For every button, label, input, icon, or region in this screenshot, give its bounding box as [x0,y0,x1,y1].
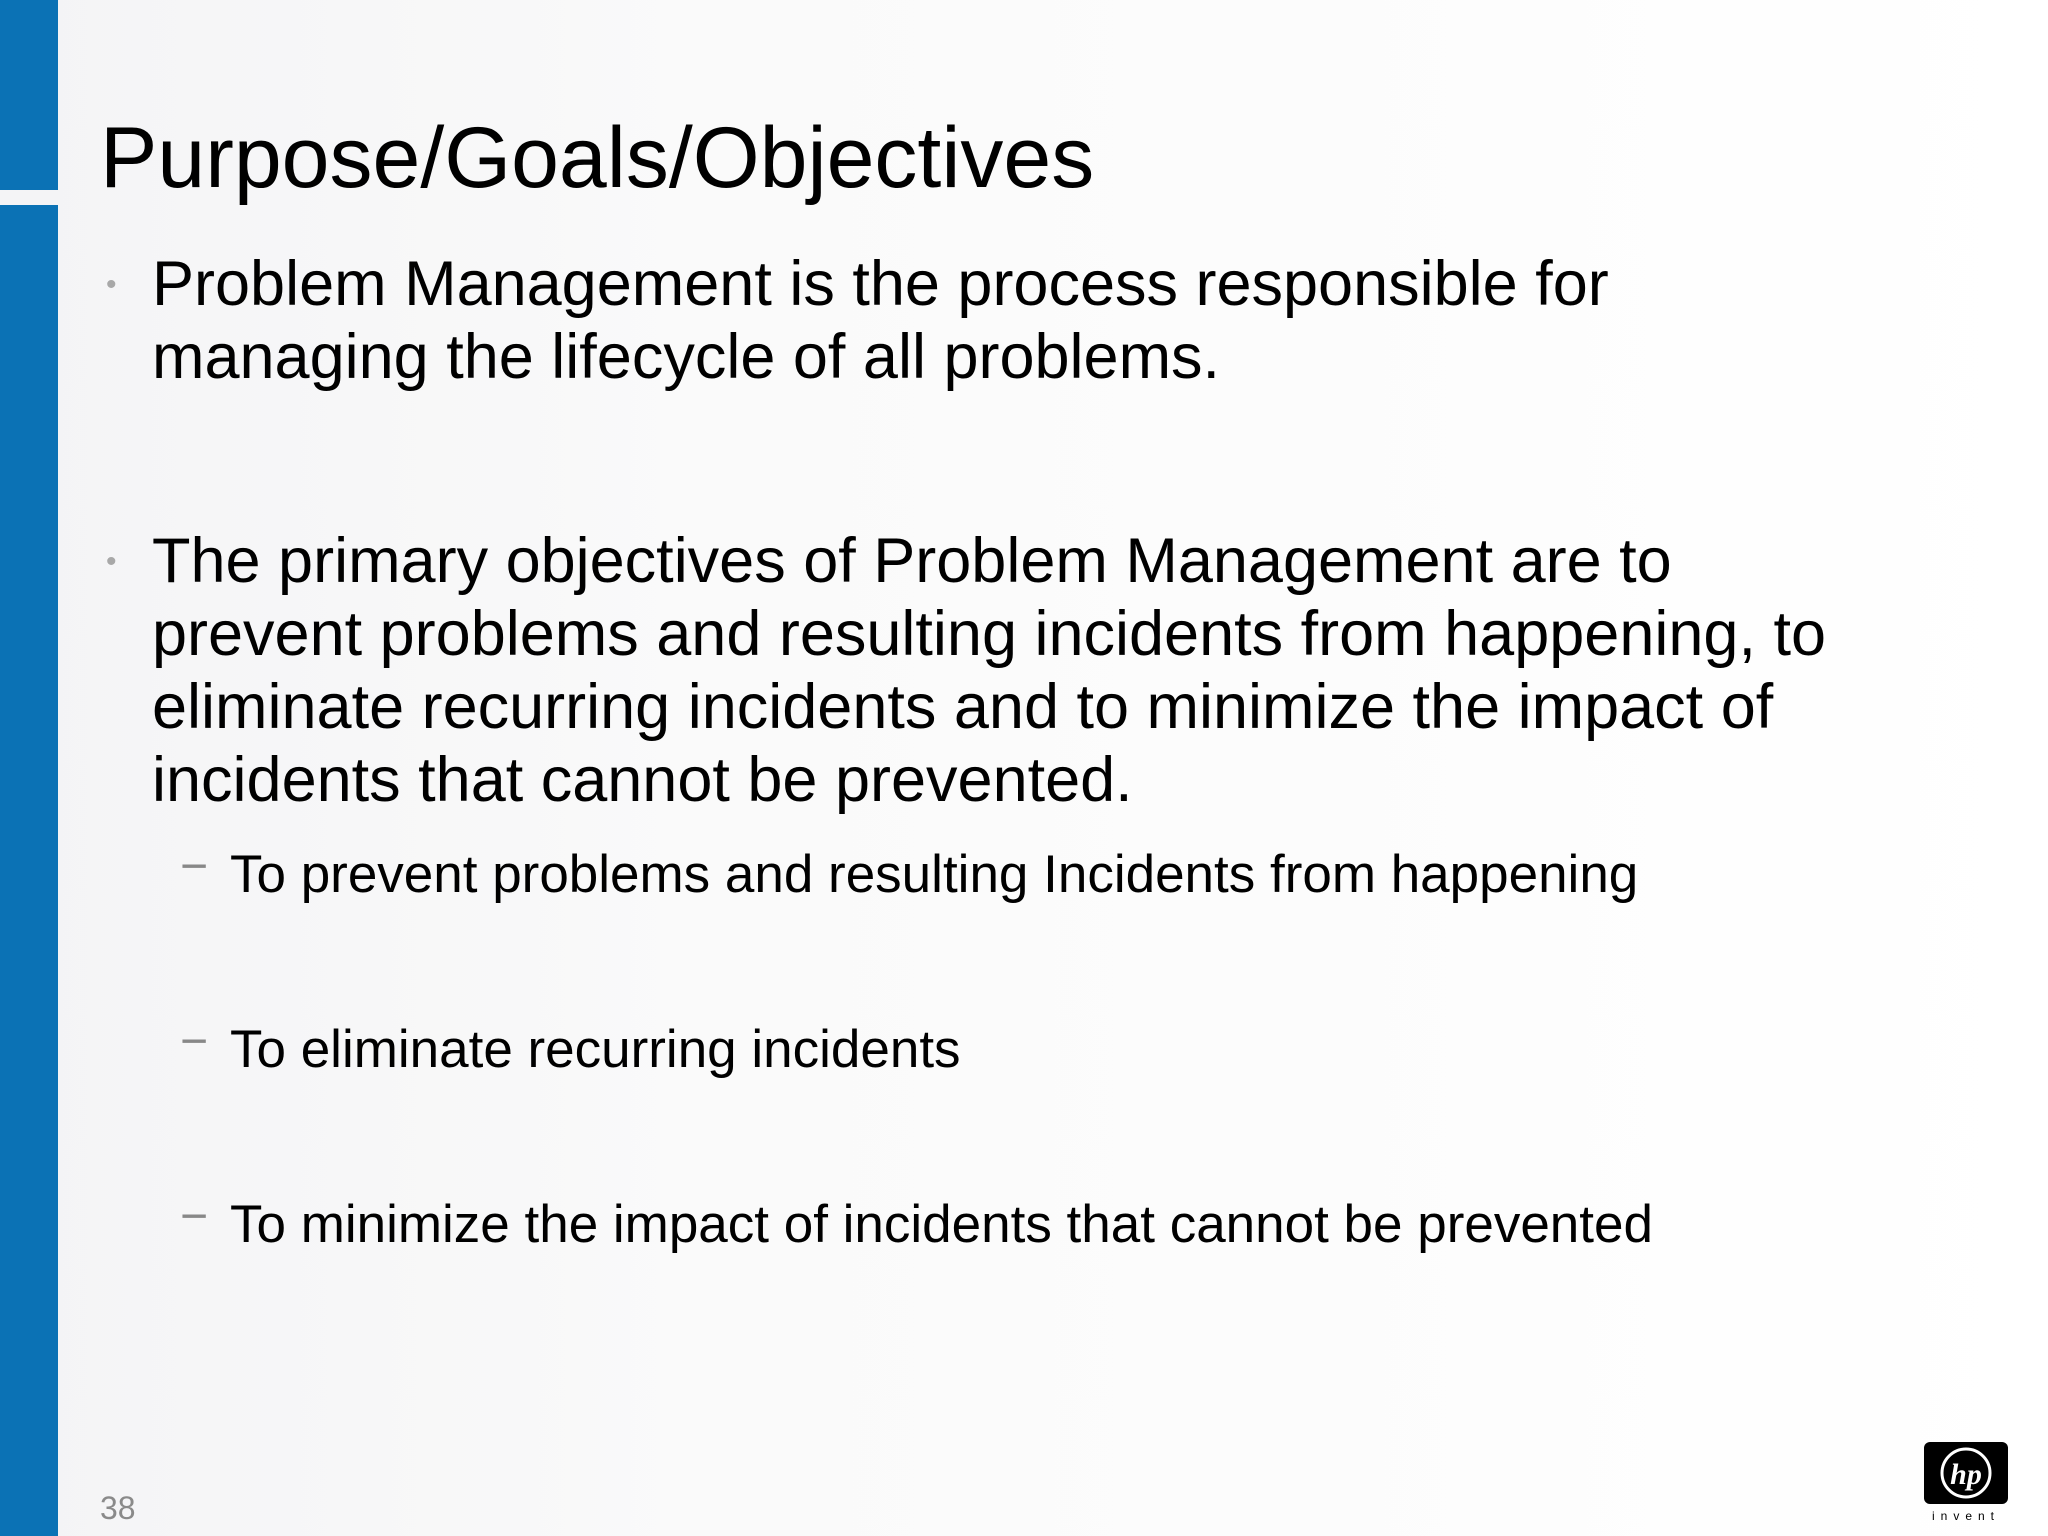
logo-tagline: invent [1931,1509,2001,1523]
bullet-line: managing the lifecycle of all problems. [152,322,1221,392]
accent-bar-bottom [0,205,58,1536]
bullet-marker: • [106,545,117,578]
accent-bar-top [0,0,58,190]
sub-bullet-text: To minimize the impact of incidents that cannot be prevented [230,1195,1653,1254]
bullet-line: Problem Management is the process responsible for [152,249,1609,319]
sub-bullet-text: To prevent problems and resulting Incidents from happening [230,845,1639,904]
sub-bullet-marker: − [180,1190,209,1243]
sub-bullet-marker: − [180,840,209,893]
bullet-line: The primary objectives of Problem Management are to [152,526,1672,596]
page-number: 38 [100,1490,136,1526]
hp-invent-logo [1916,1442,2016,1524]
sub-bullet-marker: − [180,1015,209,1068]
bullet-marker: • [106,268,117,301]
slide-title: Purpose/Goals/Objectives [100,110,1095,206]
bullet-line: incidents that cannot be prevented. [152,745,1133,815]
logo-mark: hp [1950,1458,1982,1491]
bullet-line: prevent problems and resulting incidents from happening, to [152,599,1826,669]
sub-bullet-text: To eliminate recurring incidents [230,1020,961,1079]
bullet-line: eliminate recurring incidents and to minimize the impact of [152,672,1774,742]
